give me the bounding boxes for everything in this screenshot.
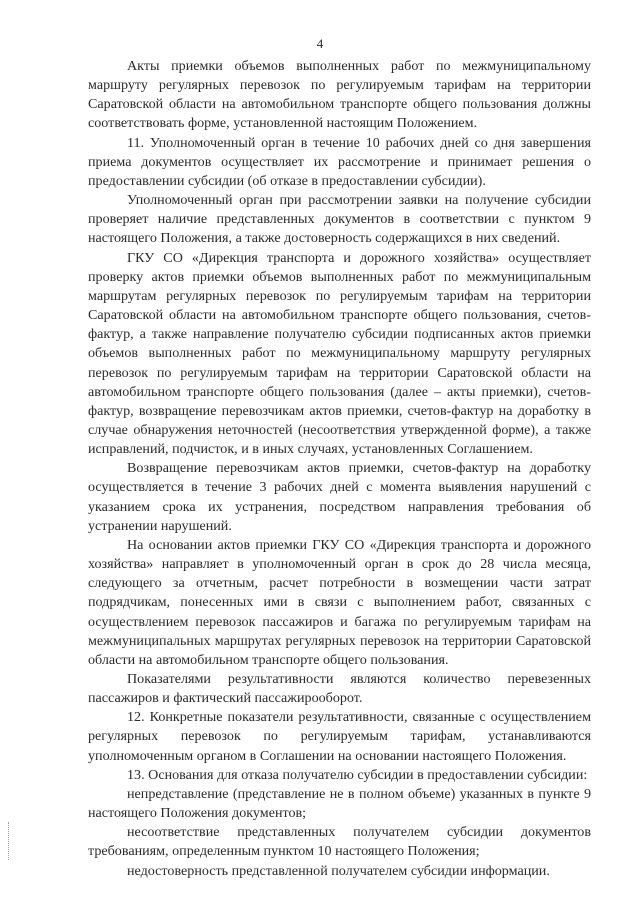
- paragraph-needs-calculation: На основании актов приемки ГКУ СО «Дирекция транспорта и дорожного хозяйства» направляет в уполномоченный орган в срок до 28 числа месяца, следующего за отчетным, расчет потребности в возмещении части затрат подрядчикам, понесенных ими в связи с выполнением работ, связанных с осуществлением перевозок пассажиров и багажа по регулируемым тарифам на межмуниципальных маршрутах регулярных перевозок на территории Саратовской области на автомобильном транспорте общего пользования.: [88, 536, 591, 668]
- page-number: 4: [316, 36, 324, 51]
- paragraph-item-11: 11. Уполномоченный орган в течение 10 рабочих дней со дня завершения приема документов осуществляет их рассмотрение и принимает решения о предоставлении субсидии (об отказе в предоставлении субсидии).: [88, 134, 591, 189]
- paragraph-acts-form: Акты приемки объемов выполненных работ по межмуниципальному маршруту регулярных перевозок по регулируемым тарифам на территории Саратовской области на автомобильном транспорте общего пользования должны соответствовать форме, установленной настоящим Положением.: [88, 58, 591, 132]
- paragraph-refusal-reason-1: непредставление (представление не в полном объеме) указанных в пункте 9 настоящего Положения документов;: [88, 785, 591, 822]
- paragraph-performance-indicators: Показателями результативности являются количество перевезенных пассажиров и фактический пассажирооборот.: [88, 671, 591, 707]
- paragraph-refusal-reason-2: несоответствие представленных получателем субсидии документов требованиям, определенным пунктом 10 настоящего Положения;: [88, 824, 591, 860]
- paragraph-refusal-reason-3: недостоверность представленной получателем субсидии информации.: [127, 862, 550, 879]
- paragraph-gku-check: ГКУ СО «Дирекция транспорта и дорожного хозяйства» осуществляет проверку актов приемки объемов выполненных работ по межмуниципальным маршрутам регулярных перевозок по регулируемым тарифам на территории Саратовской области на автомобильном транспорте общего пользования, счетов-фактур, а также направление получателю субсидии подписанных актов приемки объемов выполненных работ по межмуниципальному маршруту регулярных перевозок по регулируемым тарифам на территории Саратовской области на автомобильном транспорте общего пользования (далее – акты приемки), счетов-фактур, возвращение перевозчикам актов приемки, счетов-фактур на доработку в случае обнаружения неточностей (несоответствия утвержденной форме), а также исправлений, подчисток, и в иных случаях, установленных Соглашением.: [88, 249, 591, 458]
- scan-margin-mark: [8, 822, 10, 860]
- paragraph-item-13: 13. Основания для отказа получателю субсидии в предоставлении субсидии:: [127, 766, 588, 783]
- document-body: [88, 57, 591, 881]
- paragraph-return-for-revision: Возвращение перевозчикам актов приемки, счетов-фактур на доработку осуществляется в течение 3 рабочих дней с момента выявления нарушений с указанием срока их устранения, посредством направления требования об устранении нарушений.: [88, 460, 591, 534]
- paragraph-item-12: 12. Конкретные показатели результативности, связанные с осуществлением регулярных перевозок по регулируемым тарифам, устанавливаются уполномоченным органом в Соглашении на основании настоящего Положения.: [88, 709, 591, 764]
- paragraph-application-check: Уполномоченный орган при рассмотрении заявки на получение субсидии проверяет наличие представленных документов в соответствии с пунктом 9 настоящего Положения, а также достоверность содержащихся в них сведений.: [88, 192, 591, 247]
